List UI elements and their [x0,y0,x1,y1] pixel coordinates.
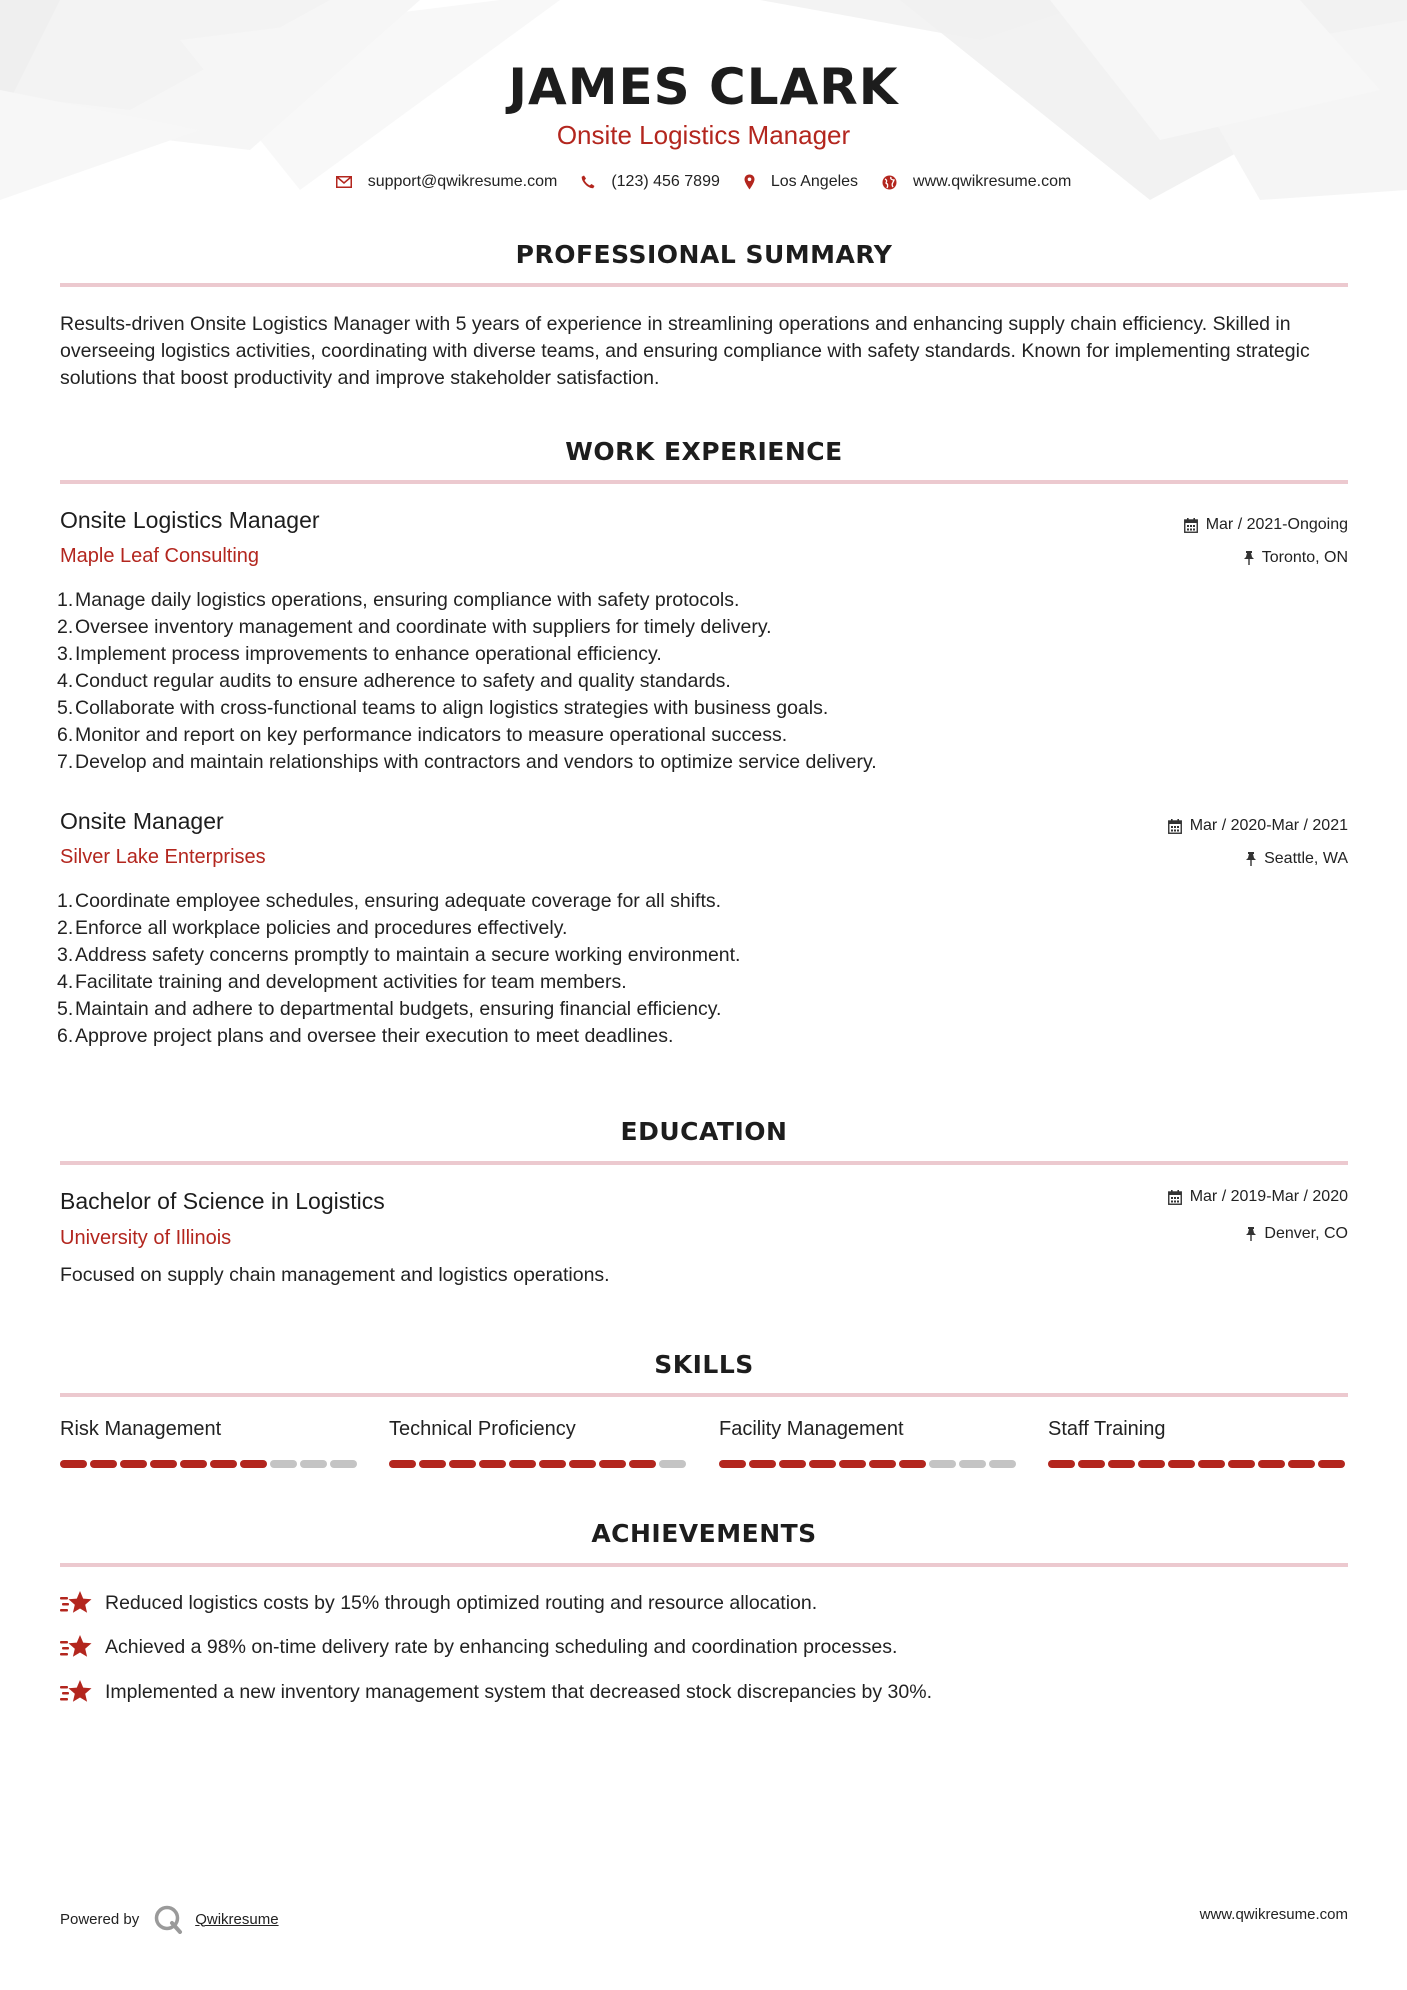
job-title: Onsite Logistics Manager [60,507,320,533]
brand-link[interactable]: Qwikresume [195,1910,279,1928]
job-dates [1168,817,1348,835]
skill-name: Technical Proficiency [389,1418,576,1440]
skill-segment-filled [479,1460,506,1468]
skills-heading: SKILLS [654,1350,754,1379]
contact-website[interactable] [882,173,1071,191]
skill-name: Staff Training [1048,1418,1166,1440]
pushpin-icon [1246,852,1256,866]
skill-segment-filled [869,1460,896,1468]
skill-segment-empty [330,1460,357,1468]
education-divider [60,1161,1348,1165]
job-dates-text: Mar / 2021-Ongoing [1205,516,1348,533]
list-item: 6.Approve project plans and oversee their execution to meet deadlines. [57,1025,674,1047]
education-heading: EDUCATION [620,1117,788,1146]
achievement-text: Achieved a 98% on-time delivery rate by enhancing scheduling and coordination processes. [105,1635,898,1658]
skill-segment-filled [389,1460,416,1468]
candidate-name: JAMES CLARK [508,58,899,116]
shooting-star-icon [60,1590,93,1616]
job-title: Onsite Manager [60,808,224,834]
job-dates-text: Mar / 2020-Mar / 2021 [1189,817,1348,834]
list-item: 1.Manage daily logistics operations, ensuring compliance with safety protocols. [57,589,740,611]
skill-segment-filled [120,1460,147,1468]
job-location [1246,850,1348,868]
skill-segment-filled [899,1460,926,1468]
skill-segment-filled [749,1460,776,1468]
skill-segment-filled [449,1460,476,1468]
school-name: University of Illinois [60,1227,232,1249]
globe-icon [882,175,897,190]
skill-segment-filled [150,1460,177,1468]
degree-title: Bachelor of Science in Logistics [60,1188,385,1214]
powered-by-label: Powered by [60,1910,140,1928]
education-description: Focused on supply chain management and logistics operations. [60,1264,610,1286]
skill-segment-filled [779,1460,806,1468]
skill-level-bar [389,1460,689,1468]
skill-segment-filled [809,1460,836,1468]
skill-item [60,1418,360,1468]
job-location-text: Toronto, ON [1261,549,1348,566]
achievement-text: Implemented a new inventory management system that decreased stock discrepancies by 30%. [105,1680,933,1703]
contact-bar [0,173,1407,191]
envelope-icon [336,176,352,188]
experience-divider [60,480,1348,484]
skill-segment-empty [959,1460,986,1468]
phone-text: (123) 456 7899 [611,173,720,190]
skill-segment-empty [270,1460,297,1468]
contact-location [744,173,858,191]
list-item: 2.Oversee inventory management and coordinate with suppliers for timely delivery. [57,616,772,638]
skills-divider [60,1393,1348,1397]
skill-segment-filled [839,1460,866,1468]
skill-segment-filled [90,1460,117,1468]
summary-heading: PROFESSIONAL SUMMARY [515,240,893,269]
skill-segment-filled [1078,1460,1105,1468]
phone-icon [581,175,595,189]
skill-segment-filled [210,1460,237,1468]
job-location-text: Seattle, WA [1264,850,1348,867]
summary-text: Results-driven Onsite Logistics Manager with 5 years of experience in streamlining operations and enhancing supply chain efficiency. Skilled in overseeing logistics activities, coordinating with diverse teams, and ensuring compliance with safety standards. Known for implementing strategic solutions that boost productivity and improve stakeholder satisfaction. [60,313,1310,389]
skill-segment-empty [989,1460,1016,1468]
list-item: 3.Address safety concerns promptly to maintain a secure working environment. [57,944,741,966]
summary-divider [60,283,1348,287]
list-item: 5.Maintain and adhere to departmental budgets, ensuring financial efficiency. [57,998,722,1020]
calendar-icon [1184,518,1198,533]
education-location-text: Denver, CO [1264,1225,1348,1242]
job-duties-list [57,587,1340,776]
job-dates [1184,516,1348,534]
job-company: Silver Lake Enterprises [60,846,266,868]
pushpin-icon [1244,551,1254,565]
skill-segment-filled [1108,1460,1135,1468]
contact-email[interactable] [336,173,558,191]
skill-segment-filled [1258,1460,1285,1468]
skill-segment-filled [60,1460,87,1468]
footer-website[interactable]: www.qwikresume.com [1199,1906,1348,1923]
skill-segment-filled [180,1460,207,1468]
calendar-icon [1168,819,1182,834]
skill-level-bar [60,1460,360,1468]
achievements-divider [60,1563,1348,1567]
website-text: www.qwikresume.com [913,173,1072,190]
map-pin-icon [744,174,755,190]
education-dates [1168,1188,1348,1206]
skill-segment-filled [509,1460,536,1468]
pushpin-icon [1246,1227,1256,1241]
achievement-item [60,1679,932,1705]
skill-level-bar [719,1460,1019,1468]
qwikresume-logo-icon [153,1904,183,1934]
calendar-icon [1168,1190,1182,1205]
skill-segment-filled [569,1460,596,1468]
job-company: Maple Leaf Consulting [60,545,260,567]
skill-segment-filled [1318,1460,1345,1468]
achievement-item [60,1590,817,1616]
achievements-heading: ACHIEVEMENTS [591,1519,817,1548]
skill-segment-filled [1048,1460,1075,1468]
shooting-star-icon [60,1679,93,1705]
candidate-title: Onsite Logistics Manager [556,120,851,150]
skill-segment-filled [1288,1460,1315,1468]
skill-segment-filled [539,1460,566,1468]
skill-segment-filled [599,1460,626,1468]
shooting-star-icon [60,1634,93,1660]
contact-phone[interactable] [581,173,720,191]
list-item: 6.Monitor and report on key performance indicators to measure operational success. [57,724,788,746]
skill-segment-empty [300,1460,327,1468]
email-text: support@qwikresume.com [367,173,558,190]
list-item: 4.Facilitate training and development activities for team members. [57,971,627,993]
skill-name: Facility Management [719,1418,904,1440]
skill-segment-filled [1168,1460,1195,1468]
achievement-text: Reduced logistics costs by 15% through optimized routing and resource allocation. [105,1591,818,1614]
list-item: 1.Coordinate employee schedules, ensuring adequate coverage for all shifts. [57,890,722,912]
skill-segment-empty [929,1460,956,1468]
skill-item [719,1418,1019,1468]
list-item: 7.Develop and maintain relationships with contractors and vendors to optimize service delivery. [57,751,877,773]
skill-name: Risk Management [60,1418,222,1440]
skill-segment-filled [1138,1460,1165,1468]
skill-item [1048,1418,1348,1468]
list-item: 2.Enforce all workplace policies and procedures effectively. [57,917,568,939]
list-item: 5.Collaborate with cross-functional teams to align logistics strategies with business goals. [57,697,829,719]
skill-segment-filled [240,1460,267,1468]
experience-heading: WORK EXPERIENCE [565,437,843,466]
achievement-item [60,1634,897,1660]
job-duties-list [57,888,1340,1050]
skill-item [389,1418,689,1468]
skill-segment-filled [419,1460,446,1468]
skill-segment-filled [719,1460,746,1468]
education-location [1246,1225,1348,1243]
education-dates-text: Mar / 2019-Mar / 2020 [1189,1188,1348,1205]
skill-level-bar [1048,1460,1348,1468]
skill-segment-filled [1228,1460,1255,1468]
skill-segment-empty [659,1460,686,1468]
job-location [1244,549,1348,567]
list-item: 3.Implement process improvements to enhance operational efficiency. [57,643,662,665]
location-text: Los Angeles [770,173,859,190]
footer-powered-by [60,1904,279,1934]
skill-segment-filled [1198,1460,1225,1468]
skill-segment-filled [629,1460,656,1468]
list-item: 4.Conduct regular audits to ensure adherence to safety and quality standards. [57,670,731,692]
